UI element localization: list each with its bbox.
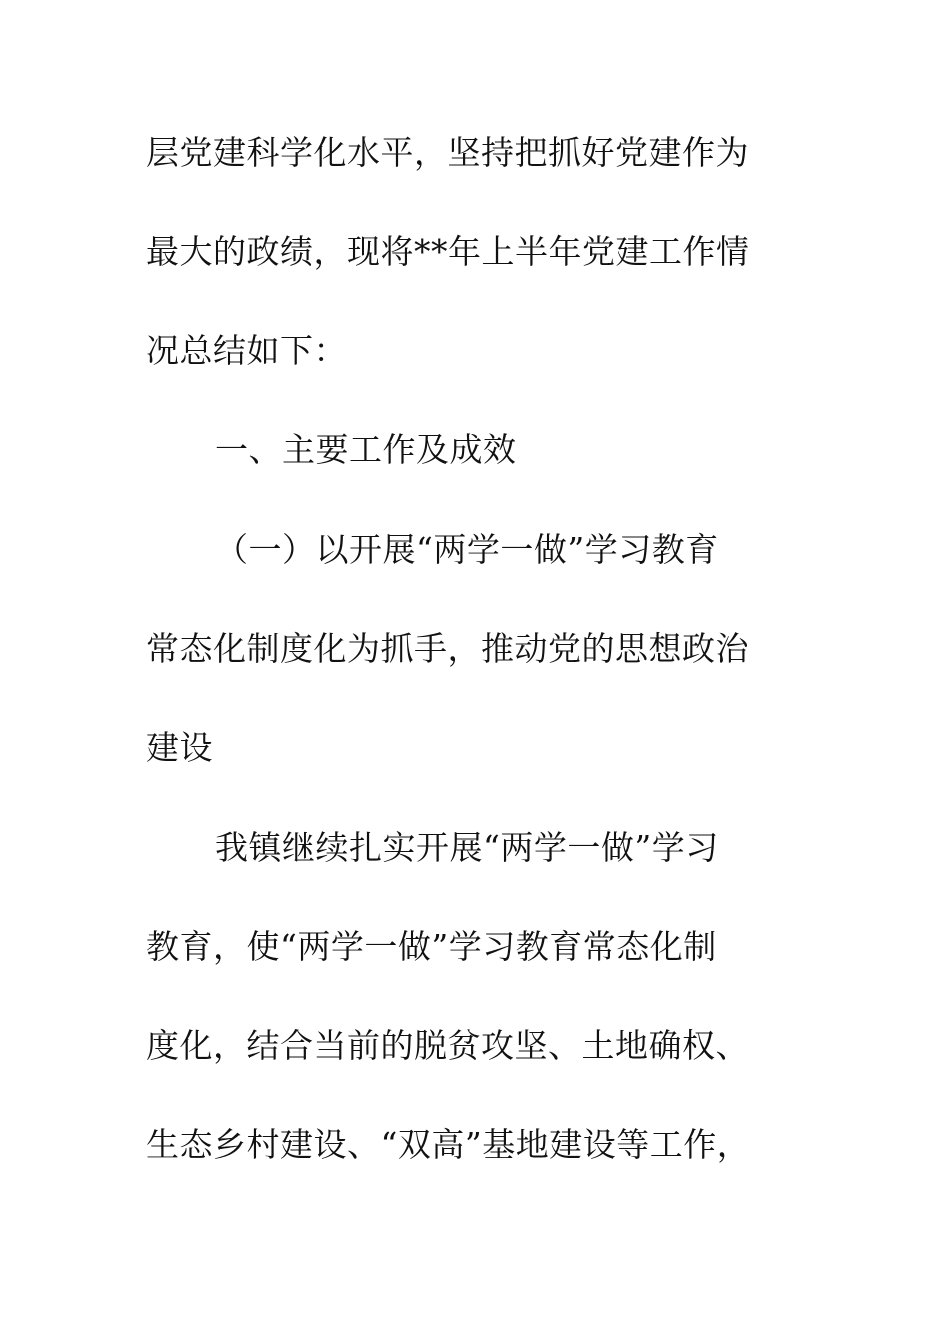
subsection-heading-line-1: （一）以开展“两学一做”学习教育 [215, 530, 719, 569]
section-heading: 一、主要工作及成效 [215, 430, 517, 469]
subsection-heading-line-2: 常态化制度化为抓手，推动党的思想政治 [146, 629, 749, 668]
body-line-1: 我镇继续扎实开展“两学一做”学习 [215, 828, 719, 867]
paragraph-line-3: 况总结如下： [146, 331, 347, 370]
subsection-heading-line-3: 建设 [146, 728, 213, 767]
body-line-2: 教育，使“两学一做”学习教育常态化制 [146, 927, 717, 966]
body-line-4: 生态乡村建设、“双高”基地建设等工作， [146, 1125, 751, 1164]
paragraph-line-2: 最大的政绩，现将**年上半年党建工作情 [146, 232, 750, 271]
paragraph-line-1: 层党建科学化水平，坚持把抓好党建作为 [146, 133, 749, 172]
body-line-3: 度化，结合当前的脱贫攻坚、土地确权、 [146, 1026, 749, 1065]
